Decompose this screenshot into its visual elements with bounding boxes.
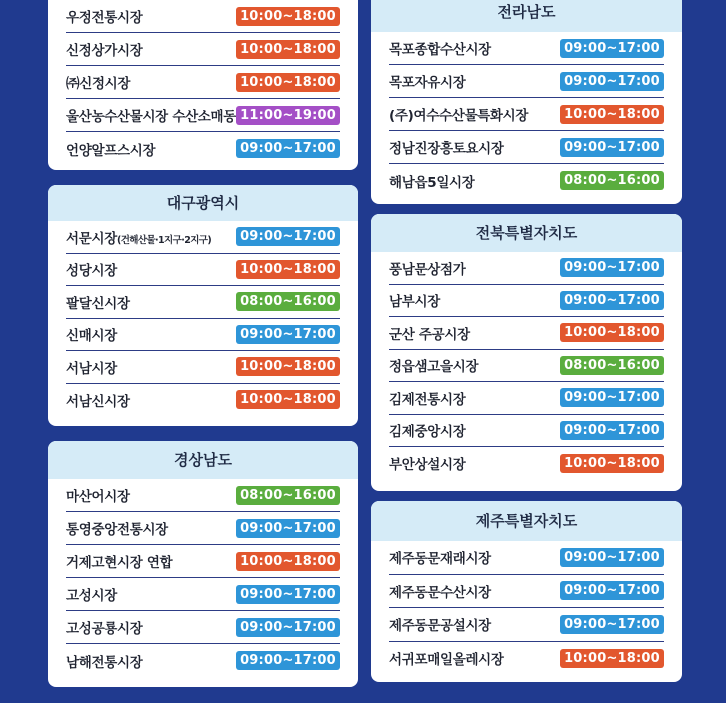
market-name: 서남시장 (66, 360, 117, 377)
market-name: 남해전통시장 (66, 654, 143, 671)
hours-badge: 10:00~18:00 (236, 552, 340, 571)
hours-badge: 09:00~17:00 (236, 618, 340, 637)
market-name-note: (건해산물·1지구·2지구) (116, 234, 212, 246)
market-list (371, 541, 682, 675)
hours-badge: 10:00~18:00 (560, 454, 664, 473)
market-list (48, 0, 358, 165)
hours-badge: 10:00~18:00 (236, 357, 340, 376)
market-list (48, 221, 358, 416)
market-row (66, 66, 340, 99)
market-list (371, 252, 682, 480)
market-row (389, 32, 664, 65)
market-name: 남부시장 (389, 294, 440, 311)
hours-badge: 09:00~17:00 (236, 651, 340, 670)
market-name: 팔달신시장 (66, 295, 130, 312)
hours-badge: 09:00~17:00 (236, 325, 340, 344)
hours-badge: 09:00~17:00 (236, 139, 340, 158)
market-name: 해남읍5일시장 (389, 174, 475, 191)
hours-badge: 11:00~19:00 (236, 106, 340, 125)
hours-badge: 10:00~18:00 (236, 7, 340, 26)
market-row (66, 132, 340, 165)
hours-badge: 09:00~17:00 (560, 72, 664, 91)
hours-badge: 10:00~18:00 (236, 40, 340, 59)
region-title: 대구광역시 (48, 185, 358, 221)
market-row (389, 164, 664, 197)
market-row (66, 351, 340, 384)
market-row (66, 254, 340, 287)
market-row (66, 545, 340, 578)
market-row (389, 415, 664, 448)
market-row (66, 512, 340, 545)
market-name: 거제고현시장 연합 (66, 555, 173, 571)
hours-badge: 10:00~18:00 (560, 105, 664, 124)
market-name: 제주동문공설시장 (389, 618, 491, 635)
market-name: 김제중앙시장 (389, 424, 466, 441)
hours-badge: 09:00~17:00 (560, 291, 664, 310)
market-name: ㈜신정시장 (66, 76, 131, 92)
hours-badge: 08:00~16:00 (560, 356, 664, 375)
hours-badge: 10:00~18:00 (560, 323, 664, 342)
market-row (66, 578, 340, 611)
region-title: 전라남도 (371, 0, 682, 32)
market-list (371, 32, 682, 197)
market-name: 정읍샘고을시장 (389, 359, 479, 376)
market-row (389, 98, 664, 131)
market-row (389, 541, 664, 575)
region-card-top-left (48, 0, 358, 170)
hours-badge: 09:00~17:00 (236, 227, 340, 246)
hours-badge: 09:00~17:00 (236, 519, 340, 538)
market-name: 고성시장 (66, 588, 117, 604)
market-name: 풍남문상점가 (389, 261, 466, 278)
market-row (389, 317, 664, 350)
market-name: 정남진장흥토요시장 (389, 141, 504, 157)
region-title: 경상남도 (48, 441, 358, 479)
market-row (389, 447, 664, 480)
market-row (66, 221, 340, 254)
market-row (66, 644, 340, 677)
market-row (66, 611, 340, 644)
market-list (48, 479, 358, 677)
market-row (66, 286, 340, 319)
market-row (389, 131, 664, 164)
market-name: 성당시장 (66, 263, 117, 280)
market-row (66, 384, 340, 417)
region-card-jeonbuk (371, 214, 682, 491)
market-name: 서남신시장 (66, 393, 130, 410)
region-card-daegu (48, 185, 358, 426)
market-name: (주)여수수산물특화시장 (389, 108, 529, 124)
market-name: 부안상설시장 (389, 457, 466, 474)
market-name: 신매시장 (66, 328, 117, 345)
hours-badge: 09:00~17:00 (560, 258, 664, 277)
market-name: 군산 주공시장 (389, 326, 470, 343)
region-card-gyeongnam (48, 441, 358, 687)
market-name: 김제전통시장 (389, 391, 466, 408)
hours-badge: 08:00~16:00 (560, 171, 664, 190)
hours-badge: 08:00~16:00 (236, 486, 340, 505)
market-row (66, 319, 340, 352)
market-name: 울산농수산물시장 수산소매동 (66, 109, 237, 125)
market-name: 서문시장(건해산물·1지구·2지구) (66, 230, 212, 247)
market-row (66, 33, 340, 66)
hours-badge: 09:00~17:00 (560, 388, 664, 407)
market-row (389, 642, 664, 676)
hours-badge: 08:00~16:00 (236, 292, 340, 311)
market-name: 신정상가시장 (66, 43, 143, 59)
hours-badge: 09:00~17:00 (560, 548, 664, 567)
market-name: 서귀포매일올레시장 (389, 652, 504, 669)
market-name: 언양알프스시장 (66, 142, 156, 159)
market-name: 제주동문수산시장 (389, 584, 491, 601)
hours-badge: 10:00~18:00 (560, 649, 664, 668)
market-name: 고성공룡시장 (66, 621, 143, 637)
market-row (389, 285, 664, 318)
hours-badge: 09:00~17:00 (236, 585, 340, 604)
market-name: 목포종합수산시장 (389, 42, 491, 58)
hours-badge: 10:00~18:00 (236, 260, 340, 279)
region-title: 제주특별자치도 (371, 501, 682, 541)
market-row (389, 252, 664, 285)
region-title: 전북특별자치도 (371, 214, 682, 252)
market-name: 목포자유시장 (389, 75, 466, 91)
region-card-jeju (371, 501, 682, 682)
hours-badge: 10:00~18:00 (236, 73, 340, 92)
market-row (389, 608, 664, 642)
hours-badge: 09:00~17:00 (560, 615, 664, 634)
market-name: 통영중앙전통시장 (66, 522, 168, 538)
market-name: 마산어시장 (66, 489, 130, 505)
market-row (389, 575, 664, 609)
hours-badge: 09:00~17:00 (560, 421, 664, 440)
market-name: 우정전통시장 (66, 10, 143, 26)
hours-badge: 10:00~18:00 (236, 390, 340, 409)
hours-badge: 09:00~17:00 (560, 39, 664, 58)
market-row (66, 99, 340, 132)
market-name: 제주동문재래시장 (389, 551, 491, 568)
market-row (66, 0, 340, 33)
market-row (389, 350, 664, 383)
region-card-jeonnam (371, 0, 682, 204)
hours-badge: 09:00~17:00 (560, 138, 664, 157)
market-row (66, 479, 340, 512)
market-row (389, 65, 664, 98)
hours-badge: 09:00~17:00 (560, 581, 664, 600)
market-row (389, 382, 664, 415)
